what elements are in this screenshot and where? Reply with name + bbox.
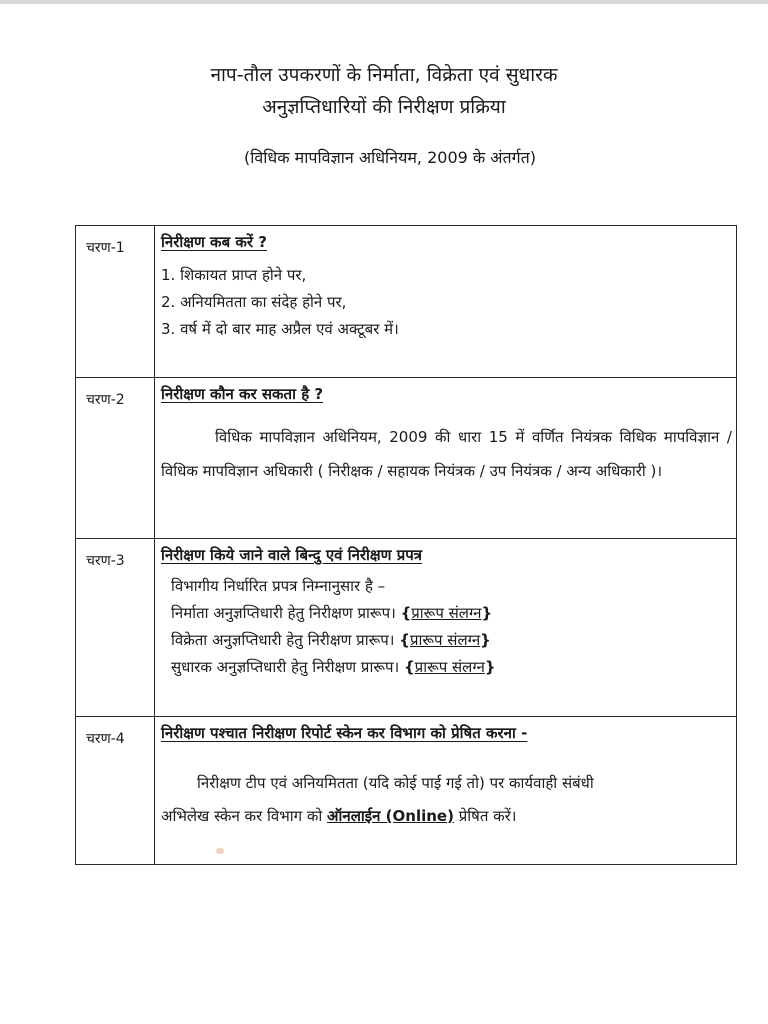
step-content-2: [155, 378, 736, 538]
form-line-manufacturer: [171, 600, 736, 627]
step-body-4: [161, 767, 736, 833]
step-content-4: [155, 717, 736, 864]
form-line-seller: [171, 627, 736, 654]
step-row-4: [76, 717, 736, 865]
form-text: निर्माता अनुज्ञप्तिधारी हेतु निरीक्षण प्रारूप।: [171, 604, 396, 622]
step-label-2: चरण-2: [76, 378, 155, 538]
online-text: ऑनलाईन (Online): [327, 807, 454, 825]
forms-intro: विभागीय निर्धारित प्रपत्र निम्नानुसार है –: [171, 577, 386, 595]
attachment-link[interactable]: प्रारूप संलग्न: [414, 658, 485, 676]
list-item: 1. शिकायत प्राप्त होने पर,: [161, 266, 307, 284]
step-heading-4: निरीक्षण पश्चात निरीक्षण रिपोर्ट स्केन कर विभाग को प्रेषित करना -: [161, 724, 528, 742]
attachment-note: {प्रारूप संलग्न}: [399, 631, 491, 649]
inspection-when-list: [161, 262, 736, 343]
step-content-1: [155, 226, 736, 377]
step-heading-3: निरीक्षण किये जाने वाले बिन्दु एवं निरीक्षण प्रपत्र: [161, 546, 423, 564]
attachment-note: {प्रारूप संलग्न}: [403, 658, 496, 676]
form-text: सुधारक अनुज्ञप्तिधारी हेतु निरीक्षण प्रारूप।: [171, 658, 400, 676]
step-heading-2: निरीक्षण कौन कर सकता है ?: [161, 385, 324, 403]
document-title-line-1: नाप-तौल उपकरणों के निर्माता, विक्रेता एवं सुधारक: [210, 64, 558, 86]
step-label-3: चरण-3: [76, 539, 155, 716]
form-line-repairer: [171, 654, 736, 681]
list-item: 2. अनियमितता का संदेह होने पर,: [161, 293, 347, 311]
step-row-2: [76, 378, 736, 539]
step-body-4-line-1: निरीक्षण टीप एवं अनियमितता (यदि कोई पाई गई तो) पर कार्यवाही संबंधी: [197, 774, 594, 792]
list-item: 3. वर्ष में दो बार माह अप्रैल एवं अक्टूबर में।: [161, 320, 399, 338]
ink-mark: [216, 848, 224, 854]
form-text: विक्रेता अनुज्ञप्तिधारी हेतु निरीक्षण प्रारूप।: [171, 631, 395, 649]
procedure-table: [75, 225, 737, 865]
body-suffix: प्रेषित करें।: [458, 807, 517, 825]
step-body-4-line-2: [161, 800, 736, 833]
step-body-2: विधिक मापविज्ञान अधिनियम, 2009 की धारा 15 में वर्णित नियंत्रक विधिक मापविज्ञान / विधिक मापविज्ञान अधिकारी ( निरीक्षक / सहायक नियंत्रक / उप नियंत्रक / अन्य अधिकारी )।: [161, 428, 732, 480]
step-content-3: [155, 539, 736, 716]
step-label-1: चरण-1: [76, 226, 155, 377]
page-top-edge: [0, 0, 768, 4]
attachment-note: {प्रारूप संलग्न}: [400, 604, 493, 622]
attachment-link[interactable]: प्रारूप संलग्न: [409, 631, 481, 649]
step-heading-1: निरीक्षण कब करें ?: [161, 233, 267, 251]
document-title-line-2: अनुज्ञप्तिधारियों की निरीक्षण प्रक्रिया: [262, 96, 506, 118]
step-label-4: चरण-4: [76, 717, 155, 864]
body-prefix: अभिलेख स्केन कर विभाग को: [161, 807, 323, 825]
attachment-link[interactable]: प्रारूप संलग्न: [411, 604, 482, 622]
step-row-3: [76, 539, 736, 717]
document-subtitle: (विधिक मापविज्ञान अधिनियम, 2009 के अंतर्गत): [244, 148, 536, 167]
step-row-1: [76, 226, 736, 378]
